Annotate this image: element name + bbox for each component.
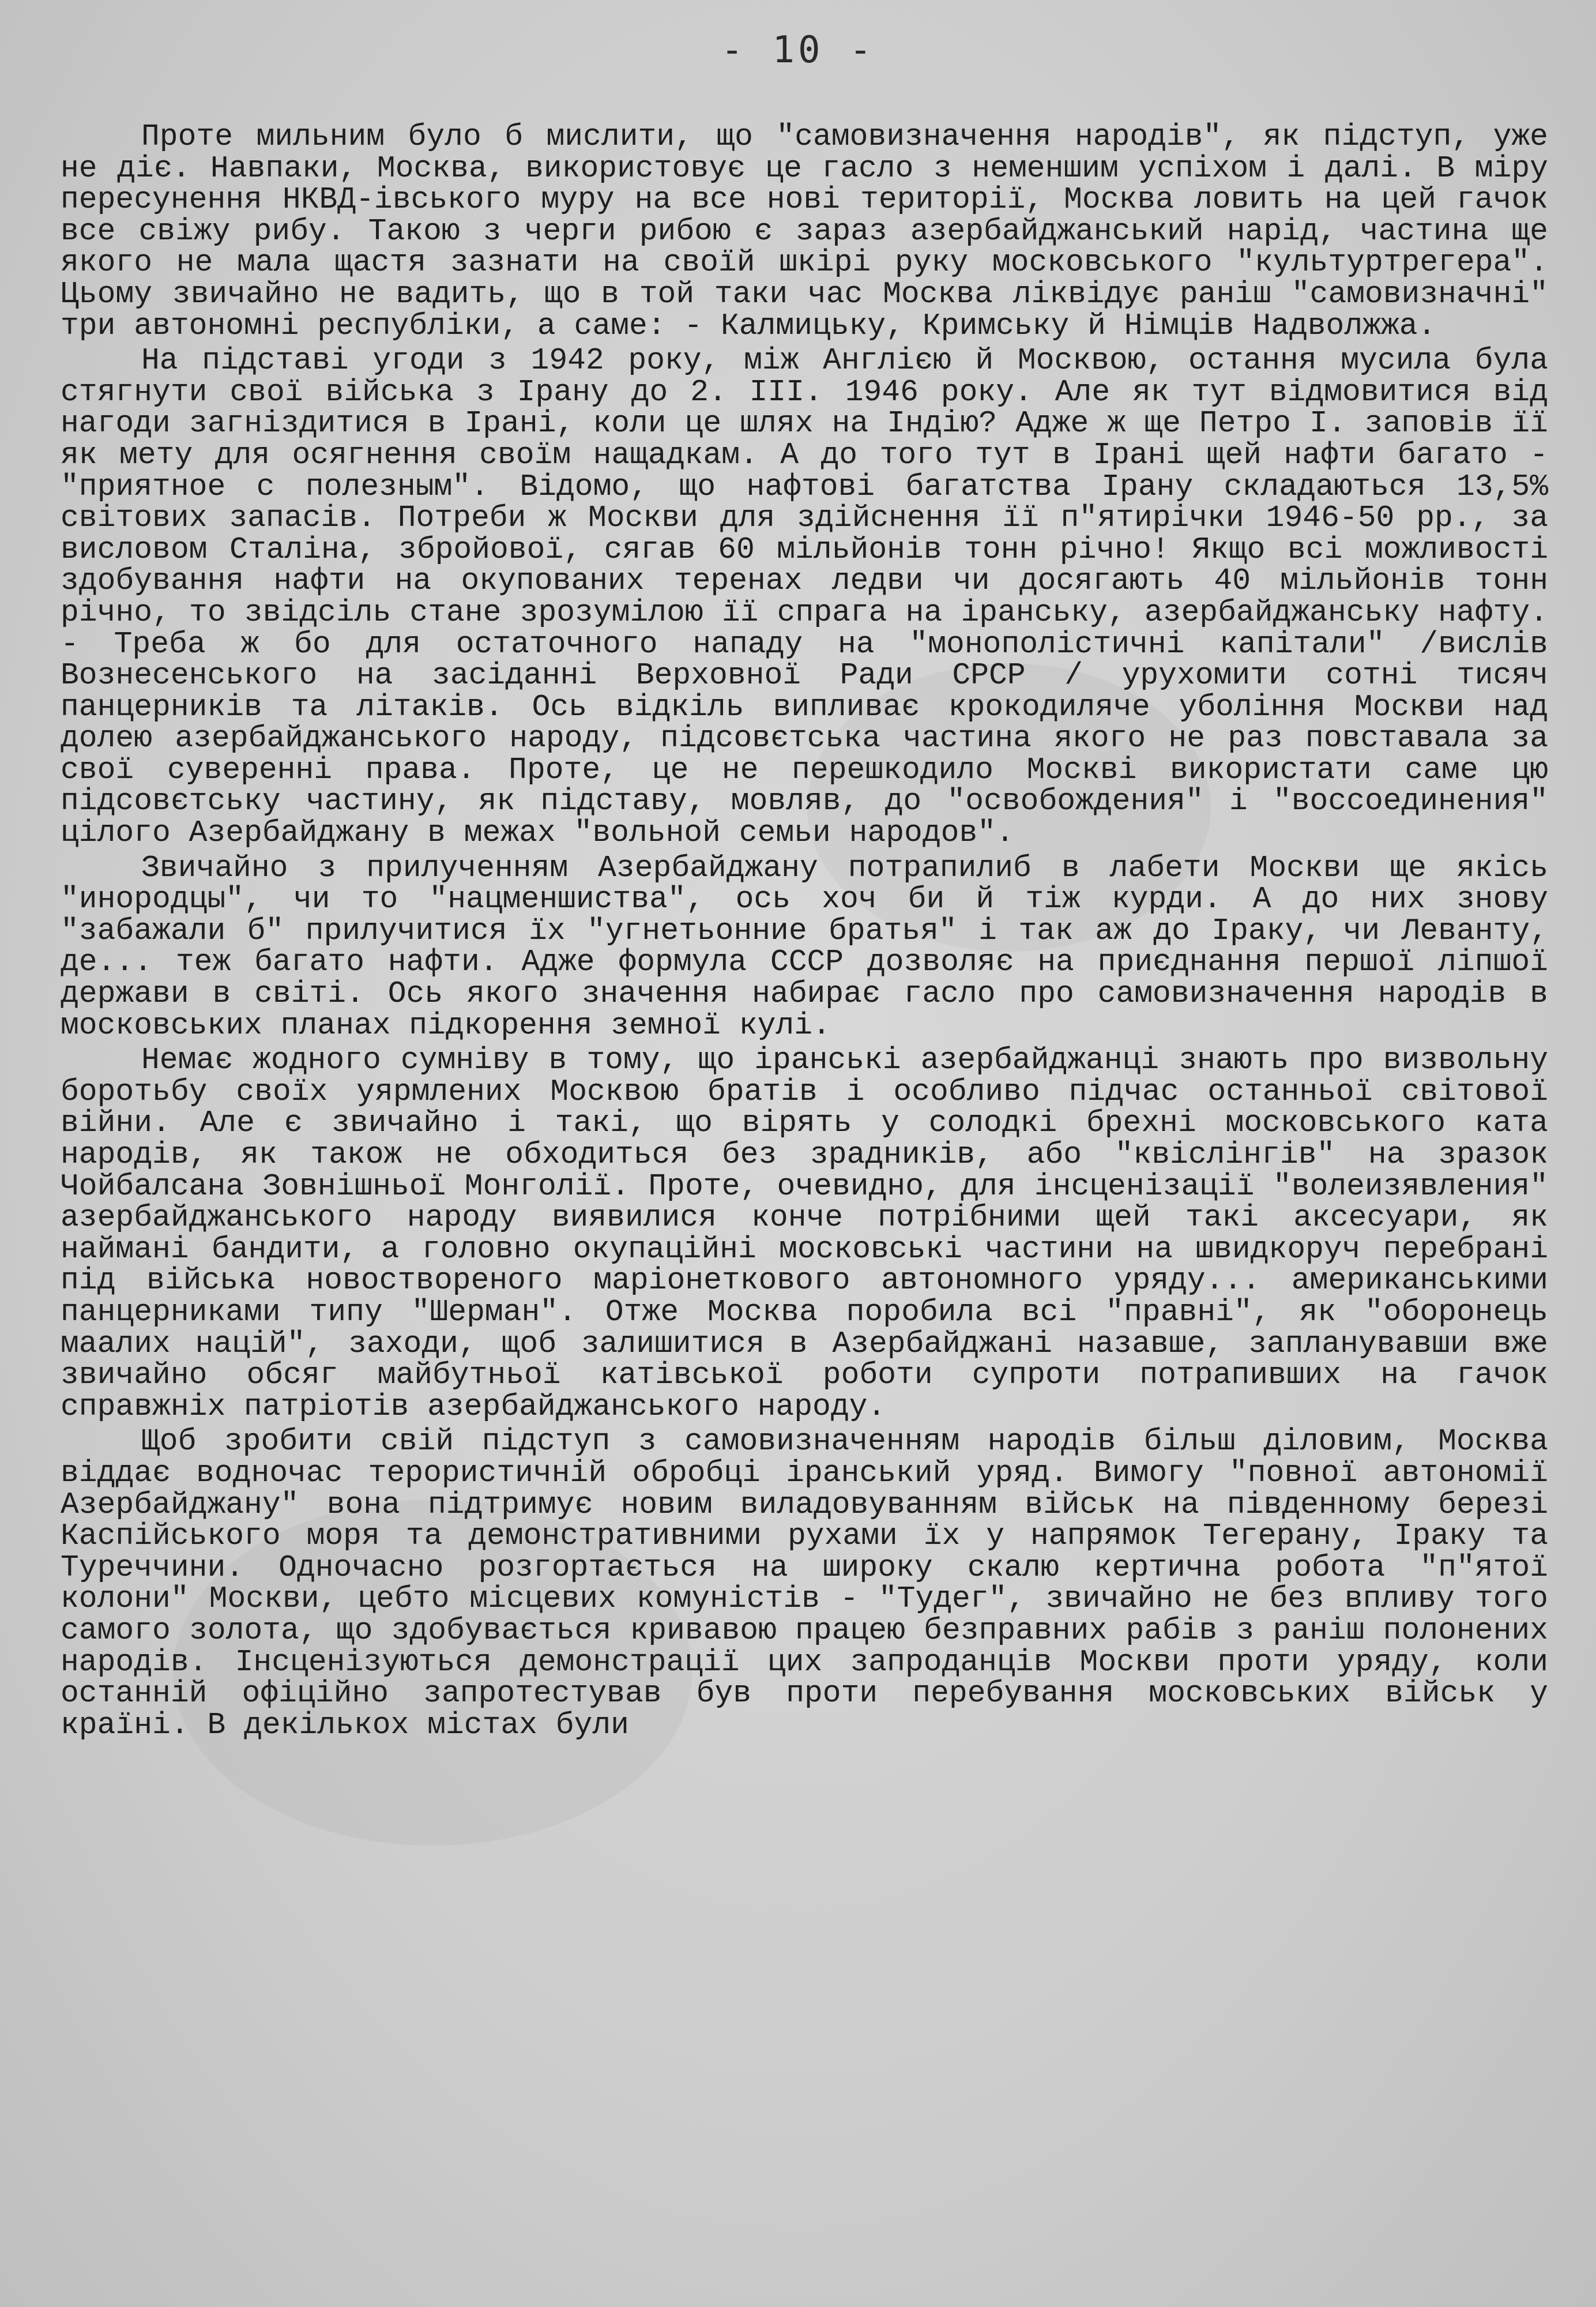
paragraph-iranian-government: Щоб зробити свій підступ з самовизначенням народів більш діловим, Москва віддає водночас терористичній обробці іранський уряд. Вимогу "повної автономії Азербайджану" вона підтримує новим виладовуванням військ на південному березі Каспійського моря та демонстративними рухами їх у напрямок Тегерану, Іраку та Туреччини. Одночасно розгортається на широку скалю кертична робота "п"ятої колони" Москви, цебто місцевих комуністів - "Тудег", звичайно не без впливу того самого золота, що здобувається кривавою працею безправних рабів з раніш полонених народів. Інсценізуються демонстрації цих запроданців Москви проти уряду, коли останній офіційно запротестував був проти перебування московських військ у країні. В декількох містах були	[61, 1424, 1548, 1742]
paragraph-self-determination: Проте мильним було б мислити, що "самовизначення народів", як підступ, уже не діє. Навпаки, Москва, використовує це гасло з неменшим успіхом і далі. В міру пересунення НКВД-івського муру на все нові території, Москва ловить на цей гачок все свіжу рибу. Такою з черги рибою є зараз азербайджанський нарід, частина ще якого не мала щастя зазнати на своїй шкірі руку московського "культуртрегера". Цьому звичайно не вадить, що в той таки час Москва ліквідує раніш "самовизначні" три автономні республіки, а саме: - Калмицьку, Кримську й Німців Надволжжа.	[61, 119, 1548, 343]
paragraph-azerbaijani-people: Немає жодного сумніву в тому, що іранські азербайджанці знають про визвольну боротьбу своїх уярмлених Москвою братів і особливо підчас останньої світової війни. Але є звичайно і такі, що вірять у солодкі брехні московського ката народів, як також не обходиться без зрадників, або "квіслінгів" на зразок Чойбалсана Зовнішньої Монголії. Проте, очевидно, для інсценізації "волеизявления" азербайджанського народу виявилися конче потрібними щей такі аксесуари, як наймані бандити, а головно окупаційні московські частини на швидкоруч перебрані під війська новоствореного маріонеткового автономного уряду... американськими панцерниками типу "Шерман". Отже Москва поробила всі "правні", як "оборонець маалих націй", заходи, щоб залишитися в Азербайджані назавше, запланувавши вже звичайно обсяг майбутньої катівської роботи супроти потрапивших на гачок справжніх патріотів азербайджанського народу.	[61, 1043, 1548, 1424]
paragraph-iran-oil: На підставі угоди з 1942 року, між Англією й Москвою, остання мусила була стягнути свої війська з Ірану до 2. III. 1946 року. Але як тут відмовитися від нагоди загніздитися в Ірані, коли це шлях на Індію? Адже ж ще Петро I. заповів її як мету для осягнення своїм нащадкам. А до того тут в Ірані щей нафти багато - "приятное с полезным". Відомо, що нафтові багатства Ірану складаються 13,5% світових запасів. Потреби ж Москви для здійснення її п"ятирічки 1946-50 рр., за висловом Сталіна, збройової, сягав 60 мільйонів тонн річно! Якщо всі можливості здобування нафти на окупованих теренах ледви чи досягають 40 мільйонів тонн річно, то звідсіль стане зрозумілою її спрага на іранську, азербайджанську нафту. - Треба ж бо для остаточного нападу на "монополістичні капітали" /вислів Вознесенського на засіданні Верховної Ради СРСР / урухомити сотні тисяч панцерників та літаків. Ось відкіль випливає крокодиляче убоління Москви над долею азербайджанського народу, підсовєтська частина якого не раз повставала за свої суверенні права. Проте, це не перешкодило Москві використати саме цю підсовєтську частину, як підставу, мовляв, до "освобождения" і "воссоединения" цілого Азербайджану в межах "вольной семьи народов".	[61, 343, 1548, 851]
page-number: - 10 -	[721, 29, 875, 72]
document-body	[61, 121, 1548, 1741]
paragraph-annexation: Звичайно з прилученням Азербайджану потрапилиб в лабети Москви ще якісь "инородцы", чи то "нацменшиства", ось хоч би й тіж курди. А до них знову "забажали б" прилучитися їх "угнетьонние братья" і так аж до Іраку, чи Леванту, де... теж багато нафти. Адже формула СССР дозволяє на приєднання першої ліпшої держави в світі. Ось якого значення набирає гасло про самовизначення народів в московських планах підкорення земної кулі.	[61, 850, 1548, 1043]
